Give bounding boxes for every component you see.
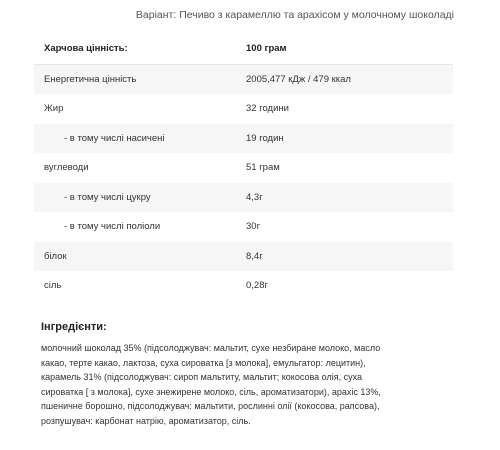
nutrition-header-label: Харчова цінність: — [44, 43, 128, 55]
nutrition-row-protein — [34, 242, 453, 272]
nutrition-row-salt — [34, 271, 453, 301]
ingredients-line: пшеничне борошно, підсолоджувач: мальтити, рослинні олії (кокосова, рапсова), — [41, 401, 380, 412]
nutrition-row-fat — [34, 94, 453, 124]
nutrition-header-row — [34, 34, 453, 64]
nutrient-name: - в тому числі цукру — [64, 191, 151, 203]
nutrient-value: 32 години — [246, 103, 289, 115]
nutrition-row-saturated — [34, 124, 453, 154]
nutrition-table — [34, 34, 453, 301]
ingredients-line: молочний шоколад 35% (підсолоджувач: мальтит, сухе незбиране молоко, масло — [41, 343, 381, 353]
ingredients-title: Інгредієнти: — [41, 321, 107, 333]
nutrient-name: Енергетична цінність — [44, 73, 137, 85]
product-variant: Варіант: Печиво з карамеллю та арахісом у молочному шоколаді — [135, 9, 454, 21]
nutrition-row-carbs — [34, 153, 453, 183]
ingredients-line: сироватка [ з молока], сухе знежирене молоко, сіль, ароматизатори), арахіс 13%, — [41, 386, 381, 397]
nutrient-name: вуглеводи — [44, 162, 89, 174]
nutrition-row-sugars — [34, 183, 453, 213]
nutrient-name: сіль — [44, 280, 62, 292]
ingredients-text — [41, 341, 453, 429]
nutrient-name: - в тому числі поліоли — [64, 221, 161, 233]
nutrient-value: 30г — [246, 221, 261, 233]
nutrient-value: 51 грам — [246, 162, 280, 174]
nutrient-value: 8,4г — [246, 250, 263, 262]
nutrient-name: білок — [44, 250, 67, 262]
nutrient-value: 4,3г — [246, 191, 263, 203]
nutrition-header-value: 100 грам — [246, 43, 287, 55]
nutrient-value: 0,28г — [246, 280, 268, 292]
nutrient-value: 19 годин — [246, 132, 284, 144]
nutrition-row-energy — [34, 64, 453, 95]
nutrient-name: - в тому числі насичені — [64, 132, 165, 144]
nutrient-name: Жир — [44, 103, 64, 115]
ingredients-line: карамель 31% (підсолоджувач: сироп мальтиту, мальтит; кокосова олія, суха — [41, 372, 362, 383]
ingredients-line: розпушувач: карбонат натрію, ароматизатор, сіль. — [41, 415, 251, 426]
nutrient-value: 2005,477 кДж / 479 ккал — [246, 73, 351, 85]
ingredients-line: какао, терте какао, лактоза, суха сироватка [з молока], емульгатор: лецитин), — [41, 357, 366, 368]
nutrition-row-polyols — [34, 212, 453, 242]
